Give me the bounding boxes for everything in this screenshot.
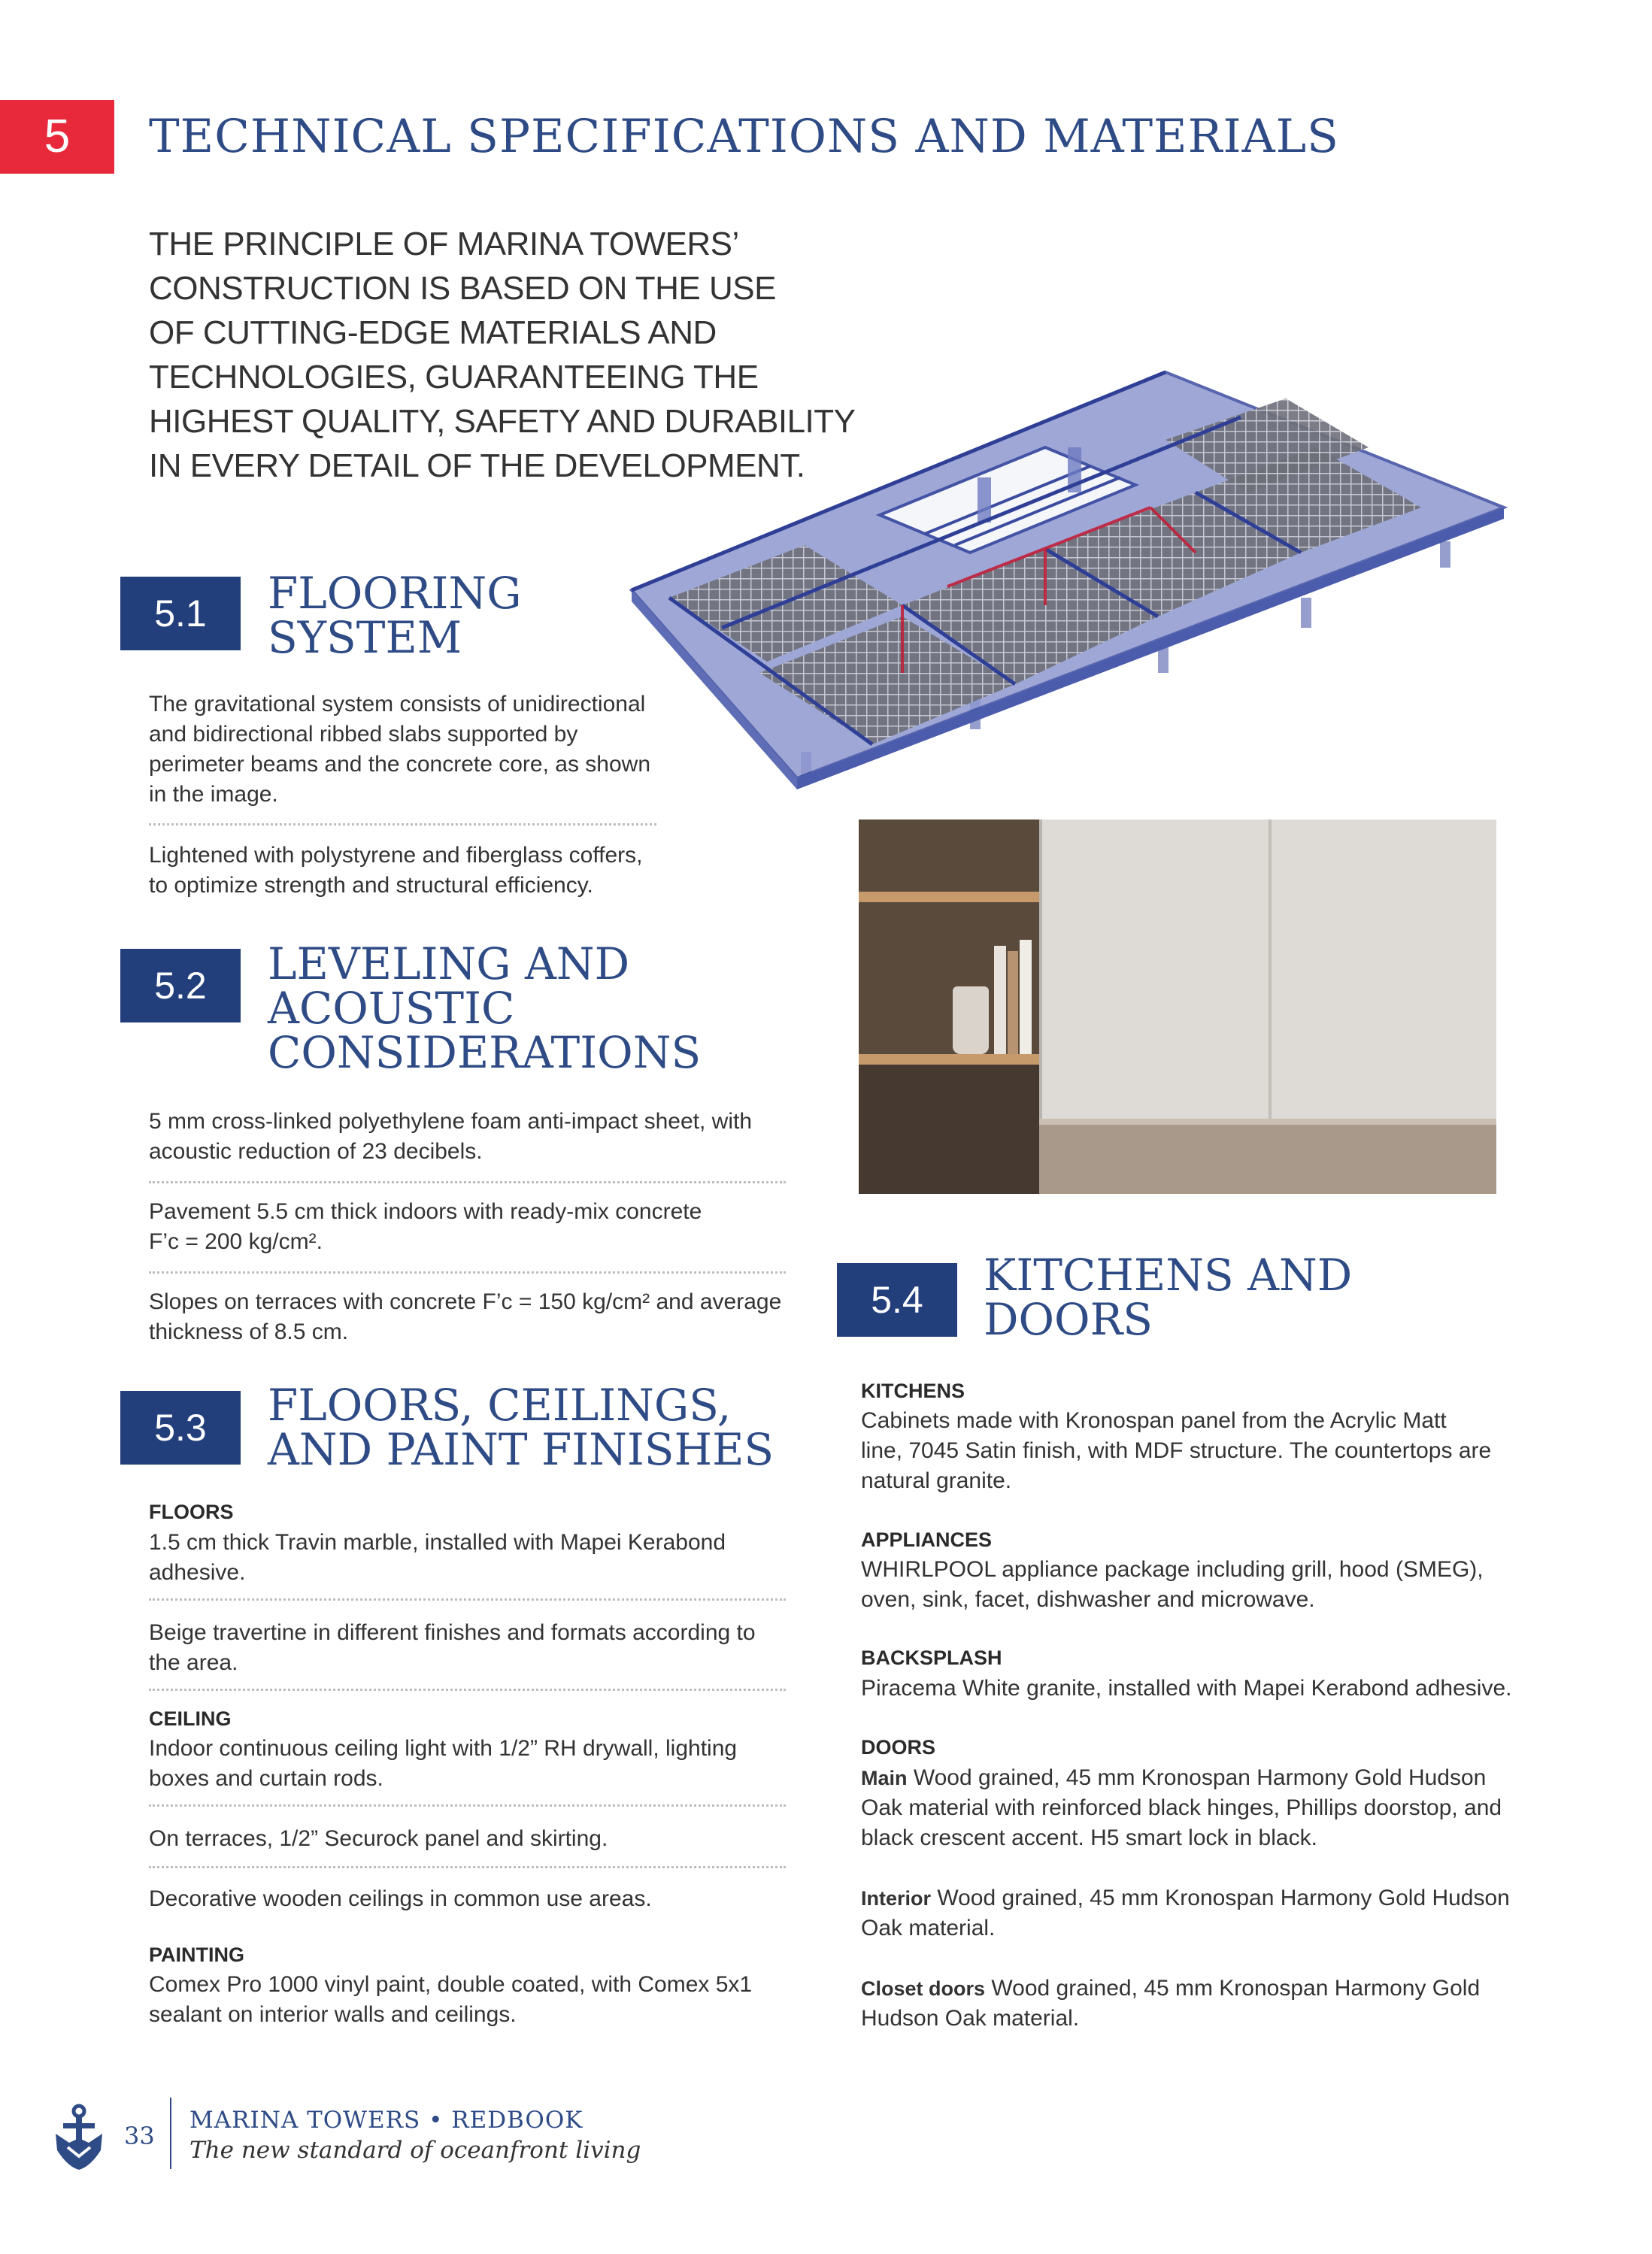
dotted-divider xyxy=(149,1804,786,1807)
text-line: Oak material. xyxy=(861,1916,996,1940)
text-line: Slopes on terraces with concrete F’c = 150 kg/cm² and average xyxy=(149,1289,782,1314)
paragraph xyxy=(861,1763,1628,1853)
text-line: Piracema White granite, installed with Mapei Kerabond adhesive. xyxy=(861,1676,1512,1701)
text-line: Pavement 5.5 cm thick indoors with ready-mix concrete xyxy=(149,1199,702,1224)
section-title xyxy=(268,1380,774,1475)
text-line xyxy=(861,1883,1628,1913)
subsection-label: BACKSPLASH xyxy=(861,1647,1002,1669)
intro-line: OF CUTTING-EDGE MATERIALS AND xyxy=(149,314,717,351)
section-title-line: LEVELING AND xyxy=(268,938,630,989)
section-title-line: SYSTEM xyxy=(268,612,462,663)
dotted-divider xyxy=(149,1271,786,1274)
inline-label: Main xyxy=(861,1767,908,1789)
text-line: Comex Pro 1000 vinyl paint, double coated, with Comex 5x1 xyxy=(149,1972,753,1997)
text-line: natural granite. xyxy=(861,1468,1012,1493)
section-number-badge: 5.1 xyxy=(120,577,241,650)
section-number-badge: 5.2 xyxy=(120,949,241,1022)
text-line: Oak material with reinforced black hinges, Phillips doorstop, and xyxy=(861,1795,1502,1820)
paragraph xyxy=(861,1674,1643,1704)
paragraph xyxy=(149,1824,796,1854)
dotted-divider xyxy=(149,1598,786,1601)
section-title-line: FLOORING xyxy=(268,568,522,619)
section-title xyxy=(984,1250,1353,1345)
footer-divider xyxy=(170,2098,171,2169)
section-title-line: CONSIDERATIONS xyxy=(268,1027,702,1078)
section-title-line: DOORS xyxy=(984,1294,1153,1345)
paragraph xyxy=(149,1197,796,1257)
intro-line: THE PRINCIPLE OF MARINA TOWERS’ xyxy=(149,226,739,262)
intro-line: IN EVERY DETAIL OF THE DEVELOPMENT. xyxy=(149,447,805,484)
text-line: oven, sink, facet, dishwasher and microwave. xyxy=(861,1587,1315,1612)
inline-label: Interior xyxy=(861,1887,932,1910)
text-line: the area. xyxy=(149,1650,238,1675)
section-title-line: KITCHENS AND xyxy=(984,1250,1353,1301)
paragraph xyxy=(149,689,660,810)
text-line: F’c = 200 kg/cm². xyxy=(149,1229,323,1254)
text-line: WHIRLPOOL appliance package including grill, hood (SMEG), xyxy=(861,1557,1484,1582)
subsection-label: PAINTING xyxy=(149,1943,244,1966)
text-line: 1.5 cm thick Travin marble, installed with Mapei Kerabond xyxy=(149,1530,726,1555)
text-line: adhesive. xyxy=(149,1560,246,1585)
paragraph xyxy=(861,1406,1613,1496)
paragraph xyxy=(149,1618,796,1678)
text-line xyxy=(861,1763,1628,1793)
page-title: TECHNICAL SPECIFICATIONS AND MATERIALS xyxy=(149,110,1339,163)
subsection-label: CEILING xyxy=(149,1707,232,1730)
dotted-divider xyxy=(149,1689,786,1691)
text-line: and bidirectional ribbed slabs supported by xyxy=(149,722,578,747)
inline-label: Closet doors xyxy=(861,1977,986,2000)
section-title xyxy=(268,568,522,663)
text-line: 5 mm cross-linked polyethylene foam anti-impact sheet, with xyxy=(149,1109,753,1134)
text-line: to optimize strength and structural efficiency. xyxy=(149,873,593,898)
paragraph xyxy=(149,1528,796,1588)
paragraph xyxy=(149,841,660,901)
text-line: On terraces, 1/2” Securock panel and skirting. xyxy=(149,1826,608,1851)
section-title-line: AND PAINT FINISHES xyxy=(268,1424,774,1475)
text-line xyxy=(861,1974,1628,2004)
text-run: Wood grained, 45 mm Kronospan Harmony Gold xyxy=(985,1976,1481,2001)
text-line: Lightened with polystyrene and fiberglass coffers, xyxy=(149,843,643,868)
footer-tagline: The new standard of oceanfront living xyxy=(189,2137,641,2164)
subsection-label: APPLIANCES xyxy=(861,1528,993,1551)
text-line: Cabinets made with Kronospan panel from the Acrylic Matt xyxy=(861,1408,1447,1433)
text-line: Indoor continuous ceiling light with 1/2” RH drywall, lighting xyxy=(149,1736,738,1761)
intro-line: TECHNOLOGIES, GUARANTEEING THE xyxy=(149,359,759,395)
paragraph xyxy=(149,1970,796,2030)
text-line: sealant on interior walls and ceilings. xyxy=(149,2002,517,2027)
text-line: acoustic reduction of 23 decibels. xyxy=(149,1139,483,1164)
section-title-line: ACOUSTIC xyxy=(268,983,515,1034)
page-number: 33 xyxy=(124,2122,155,2150)
paragraph xyxy=(149,1287,811,1347)
dotted-divider xyxy=(149,823,656,826)
text-line: The gravitational system consists of unidirectional xyxy=(149,692,646,716)
text-line: line, 7045 Satin finish, with MDF structure. The countertops are xyxy=(861,1438,1492,1463)
footer-brand: MARINA TOWERS • REDBOOK xyxy=(189,2107,584,2134)
paragraph xyxy=(149,1734,796,1794)
text-run: Wood grained, 45 mm Kronospan Harmony Gold Hudson xyxy=(931,1886,1510,1910)
intro-line: CONSTRUCTION IS BASED ON THE USE xyxy=(149,270,776,307)
subsection-label: KITCHENS xyxy=(861,1380,965,1402)
text-line: Beige travertine in different finishes and formats according to xyxy=(149,1620,756,1645)
slab-structure-illustration xyxy=(624,357,1511,808)
section-number-badge: 5.3 xyxy=(120,1391,241,1465)
section-number-badge: 5.4 xyxy=(837,1263,957,1337)
paragraph xyxy=(149,1107,796,1167)
text-line: boxes and curtain rods. xyxy=(149,1766,383,1791)
intro-line: HIGHEST QUALITY, SAFETY AND DURABILITY xyxy=(149,403,856,440)
text-line: in the image. xyxy=(149,782,278,807)
section-title-line: FLOORS, CEILINGS, xyxy=(268,1380,732,1431)
text-line: perimeter beams and the concrete core, as shown xyxy=(149,752,651,777)
text-line: Hudson Oak material. xyxy=(861,2006,1080,2031)
subsection-label: FLOORS xyxy=(149,1501,234,1523)
dotted-divider xyxy=(149,1181,786,1183)
paragraph xyxy=(861,1883,1628,1943)
dotted-divider xyxy=(149,1866,786,1868)
kitchen-cabinet-photo xyxy=(859,819,1496,1194)
chapter-number-badge: 5 xyxy=(0,100,114,174)
anchor-logo-icon xyxy=(53,2104,105,2173)
text-line: Decorative wooden ceilings in common use areas. xyxy=(149,1886,652,1911)
paragraph xyxy=(861,1555,1613,1615)
text-run: Wood grained, 45 mm Kronospan Harmony Gold Hudson xyxy=(907,1765,1487,1790)
section-title xyxy=(268,938,702,1078)
paragraph xyxy=(149,1884,796,1914)
text-line: black crescent accent. H5 smart lock in black. xyxy=(861,1825,1317,1850)
paragraph xyxy=(861,1974,1628,2034)
subsection-label: DOORS xyxy=(861,1736,936,1759)
text-line: thickness of 8.5 cm. xyxy=(149,1319,349,1344)
